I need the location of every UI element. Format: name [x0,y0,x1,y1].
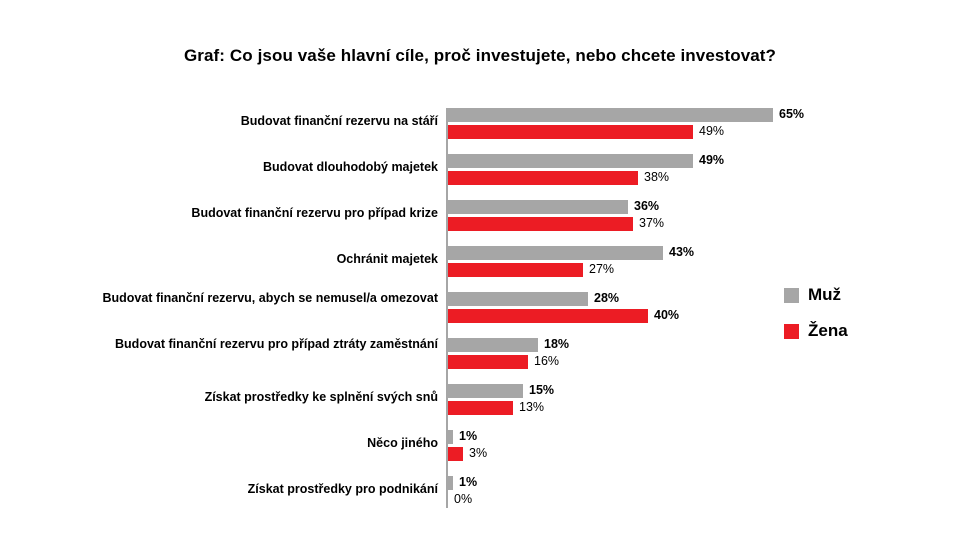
bar-value-muz: 1% [459,429,478,443]
bar-value-muz: 28% [594,291,620,305]
legend-swatch-icon [784,324,799,339]
bar-zena [448,309,648,323]
bar-value-zena: 13% [519,400,545,414]
bar-muz [448,154,693,168]
bar-muz [448,476,453,490]
bar-muz [448,292,588,306]
bar-zena [448,447,463,461]
bar-value-zena: 38% [644,170,670,184]
bar-value-muz: 18% [544,337,570,351]
legend-label-muz: Muž [808,285,842,304]
bar-zena [448,355,528,369]
bar-value-zena: 3% [469,446,488,460]
bar-value-zena: 40% [654,308,680,322]
legend-label-zena: Žena [808,321,848,340]
bar-zena [448,401,513,415]
bar-muz [448,338,538,352]
bar-value-zena: 0% [454,492,473,506]
bar-value-muz: 15% [529,383,555,397]
bar-muz [448,108,773,122]
category-label: Získat prostředky ke splnění svých snů [204,390,438,404]
bar-value-zena: 16% [534,354,560,368]
bar-muz [448,430,453,444]
category-label: Budovat finanční rezervu na stáří [240,114,438,128]
bar-value-muz: 49% [699,153,725,167]
bar-zena [448,125,693,139]
bar-muz [448,200,628,214]
bar-value-zena: 37% [639,216,665,230]
bar-zena [448,217,633,231]
category-label: Získat prostředky pro podnikání [247,482,438,496]
bar-value-muz: 1% [459,475,478,489]
chart-plot-area [60,108,900,508]
bar-muz [448,246,663,260]
bar-zena [448,171,638,185]
legend-item-zena [784,321,934,341]
bar-zena [448,263,583,277]
bar-value-zena: 27% [589,262,615,276]
chart-legend [784,285,934,357]
bar-muz [448,384,523,398]
chart-title: Graf: Co jsou vaše hlavní cíle, proč investujete, nebo chcete investovat? [183,46,777,65]
category-label: Budovat finanční rezervu pro případ krize [191,206,438,220]
category-label: Budovat dlouhodobý majetek [262,160,438,174]
legend-swatch-icon [784,288,799,303]
bar-value-muz: 36% [634,199,660,213]
category-label: Ochránit majetek [336,252,438,266]
category-label: Něco jiného [367,436,438,450]
bar-value-muz: 43% [669,245,695,259]
category-label: Budovat finanční rezervu pro případ ztráty zaměstnání [115,337,438,351]
legend-item-muz [784,285,934,305]
bar-value-zena: 49% [699,124,725,138]
bar-value-muz: 65% [779,107,805,121]
category-label: Budovat finanční rezervu, abych se nemusel/a omezovat [102,291,438,305]
